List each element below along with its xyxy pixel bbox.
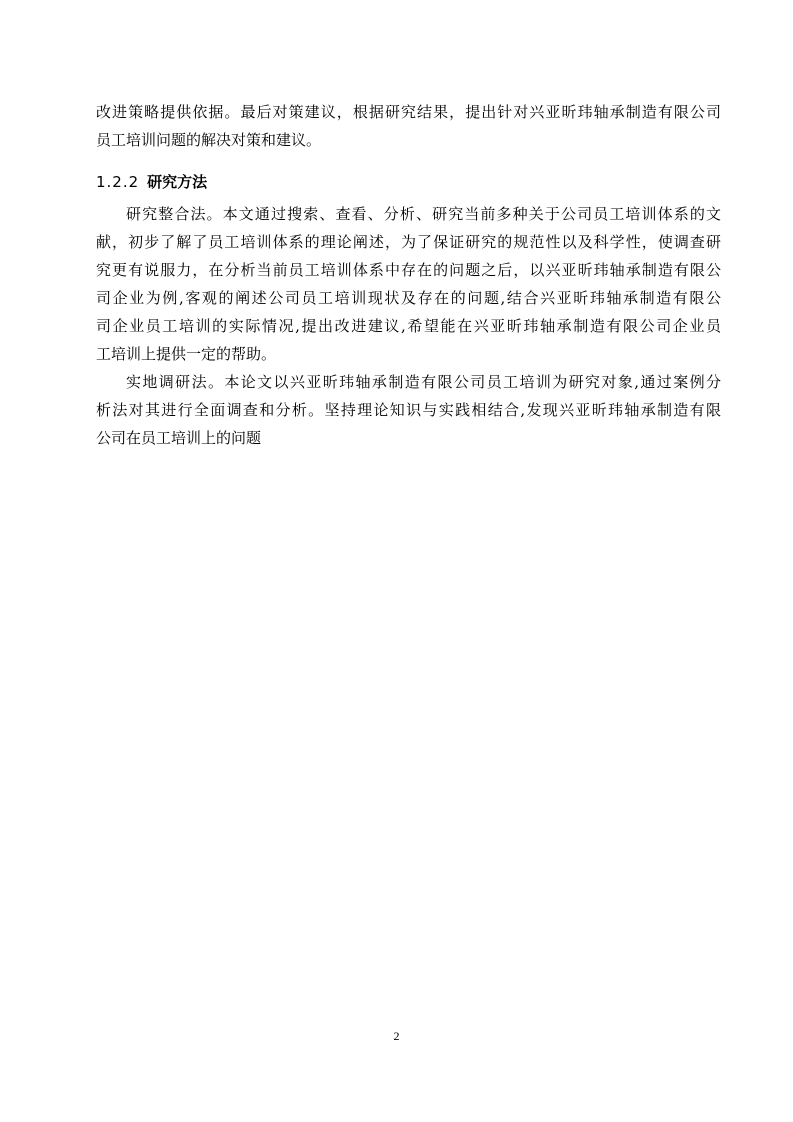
paragraph2-line-1: 实地调研法。本论文以兴亚昕玮轴承制造有限公司员工培训为研究对象,通过案例分 [126, 373, 721, 391]
section-heading [96, 172, 207, 192]
paragraph1-line-6: 工培训上提供一定的帮助。 [96, 345, 277, 363]
intro-line-2: 员工培训问题的解决对策和建议。 [96, 131, 322, 149]
page-number: 2 [393, 1029, 400, 1043]
paragraph1-line-4: 司企业为例,客观的阐述公司员工培训现状及存在的问题,结合兴亚昕玮轴承制造有限公 [96, 289, 721, 307]
section-number: 1.2.2 [96, 173, 140, 191]
paragraph2-line-2: 析法对其进行全面调查和分析。坚持理论知识与实践相结合,发现兴亚昕玮轴承制造有限 [96, 401, 721, 419]
paragraph2-line-3: 公司在员工培训上的问题 [96, 429, 262, 447]
intro-line-1: 改进策略提供依据。最后对策建议，根据研究结果，提出针对兴亚昕玮轴承制造有限公司 [96, 103, 721, 121]
paragraph1-line-1: 研究整合法。本文通过搜索、查看、分析、研究当前多种关于公司员工培训体系的文 [126, 205, 721, 223]
paragraph1-line-3: 究更有说服力，在分析当前员工培训体系中存在的问题之后，以兴亚昕玮轴承制造有限公 [96, 261, 721, 279]
paragraph1-line-2: 献，初步了解了员工培训体系的理论阐述，为了保证研究的规范性以及科学性，使调查研 [96, 233, 721, 251]
section-title: 研究方法 [147, 173, 208, 191]
paragraph1-line-5: 司企业员工培训的实际情况,提出改进建议,希望能在兴亚昕玮轴承制造有限公司企业员 [96, 317, 721, 335]
